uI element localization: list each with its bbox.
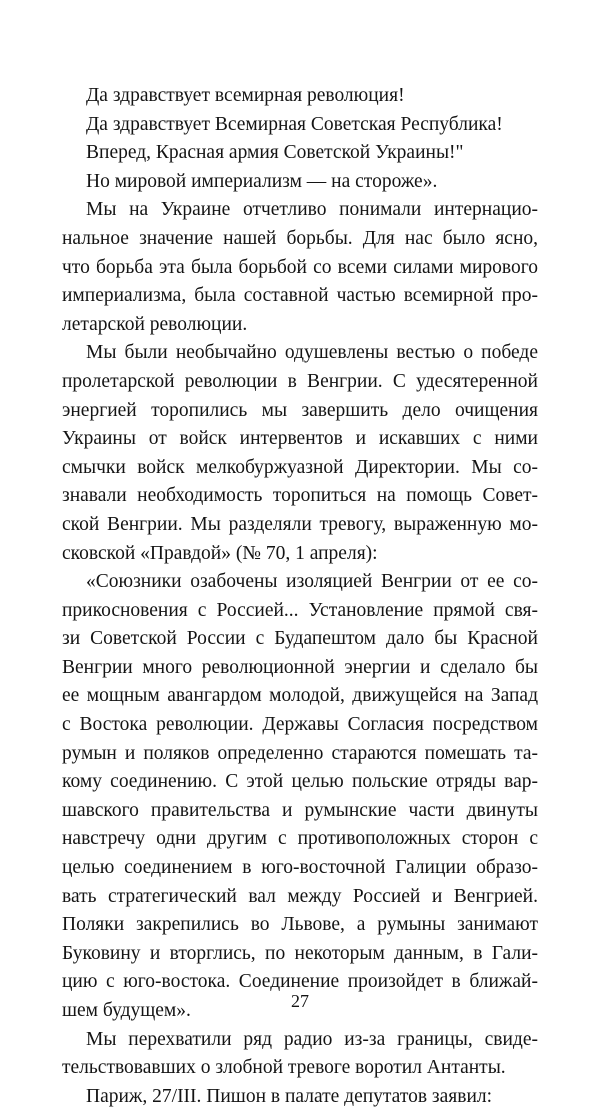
text-line: Да здравствует Всемирная Советская Республика! bbox=[86, 113, 503, 135]
text-line: Но мировой империализм — на стороже». bbox=[86, 170, 438, 192]
text-line: шавского правительства и румынские части двинуты bbox=[62, 799, 538, 821]
text-line: знавали необходимость торопиться на помощь Совет- bbox=[62, 485, 538, 507]
text-line: прикосновения с Россией... Установление прямой свя- bbox=[62, 599, 538, 621]
text-line: тельствовавших о злобной тревоге воротил Антанты. bbox=[62, 1057, 506, 1079]
page-number: 27 bbox=[291, 991, 309, 1011]
text-line: империализма, была составной частью всемирной про- bbox=[62, 285, 538, 307]
text-line: кому соединению. С этой целью польские отряды вар- bbox=[62, 771, 538, 793]
text-line: румын и поляков определенно стараются помешать та- bbox=[62, 742, 538, 764]
text-line: Да здравствует всемирная революция! bbox=[86, 85, 405, 106]
text-line: Украины от войск интервентов и искавших с ними bbox=[62, 428, 538, 450]
text-line: пролетарской революции в Венгрии. С удесятеренной bbox=[62, 370, 538, 392]
text-line: целью соединением в юго-восточной Галиции образо- bbox=[62, 857, 538, 879]
paragraph bbox=[62, 1026, 538, 1083]
paragraph bbox=[62, 196, 538, 339]
text-line: летарской революции. bbox=[62, 313, 248, 335]
text-line: сковской «Правдой» (№ 70, 1 апреля): bbox=[62, 542, 378, 564]
text-line: Мы были необычайно одушевлены вестью о победе bbox=[86, 342, 538, 364]
text-line: Буковину и вторглись, по некоторым данным, в Гали- bbox=[62, 942, 538, 964]
text-line: Вперед, Красная армия Советской Украины!" bbox=[86, 142, 464, 164]
paragraph bbox=[62, 111, 538, 140]
quotation bbox=[62, 568, 538, 1026]
text-line: вать стратегический вал между Россией и Венгрией. bbox=[62, 885, 538, 907]
paragraph bbox=[62, 139, 538, 168]
text-line: ее мощным авангардом молодой, движущейся на Запад bbox=[62, 685, 538, 707]
text-line: с Востока революции. Державы Согласия посредством bbox=[62, 714, 538, 736]
text-line: нальное значение нашей борьбы. Для нас было ясно, bbox=[62, 227, 538, 249]
text-line: зи Советской России с Будапештом дало бы Красной bbox=[62, 628, 538, 650]
paragraph bbox=[62, 168, 538, 197]
text-line: что борьба эта была борьбой со всеми силами мирового bbox=[62, 256, 538, 278]
paragraph bbox=[62, 1083, 538, 1111]
text-line: цию с юго-востока. Соединение произойдет в ближай- bbox=[62, 971, 538, 993]
text-line: энергией торопились мы завершить дело очищения bbox=[62, 399, 538, 421]
text-line: «Союзники озабочены изоляцией Венгрии от ее со- bbox=[86, 571, 538, 593]
text-line: Мы перехватили ряд радио из-за границы, свиде- bbox=[86, 1028, 538, 1050]
text-line: Мы на Украине отчетливо понимали интернацио- bbox=[86, 199, 538, 221]
paragraph bbox=[62, 82, 538, 111]
text-line: Венгрии много революционной энергии и сделало бы bbox=[62, 656, 538, 678]
text-line: шем будущем». bbox=[62, 1000, 191, 1021]
text-line: Париж, 27/III. Пишон в палате депутатов заявил: bbox=[86, 1085, 493, 1107]
text-line: смычки войск мелкобуржуазной Директории. Мы со- bbox=[62, 456, 538, 478]
page-body bbox=[62, 82, 538, 1111]
text-line: ской Венгрии. Мы разделяли тревогу, выраженную мо- bbox=[62, 513, 538, 535]
text-line: Поляки закрепились во Львове, а румыны занимают bbox=[62, 914, 538, 936]
paragraph bbox=[62, 339, 538, 568]
text-line: навстречу одни другим с противоположных сторон с bbox=[62, 828, 538, 850]
